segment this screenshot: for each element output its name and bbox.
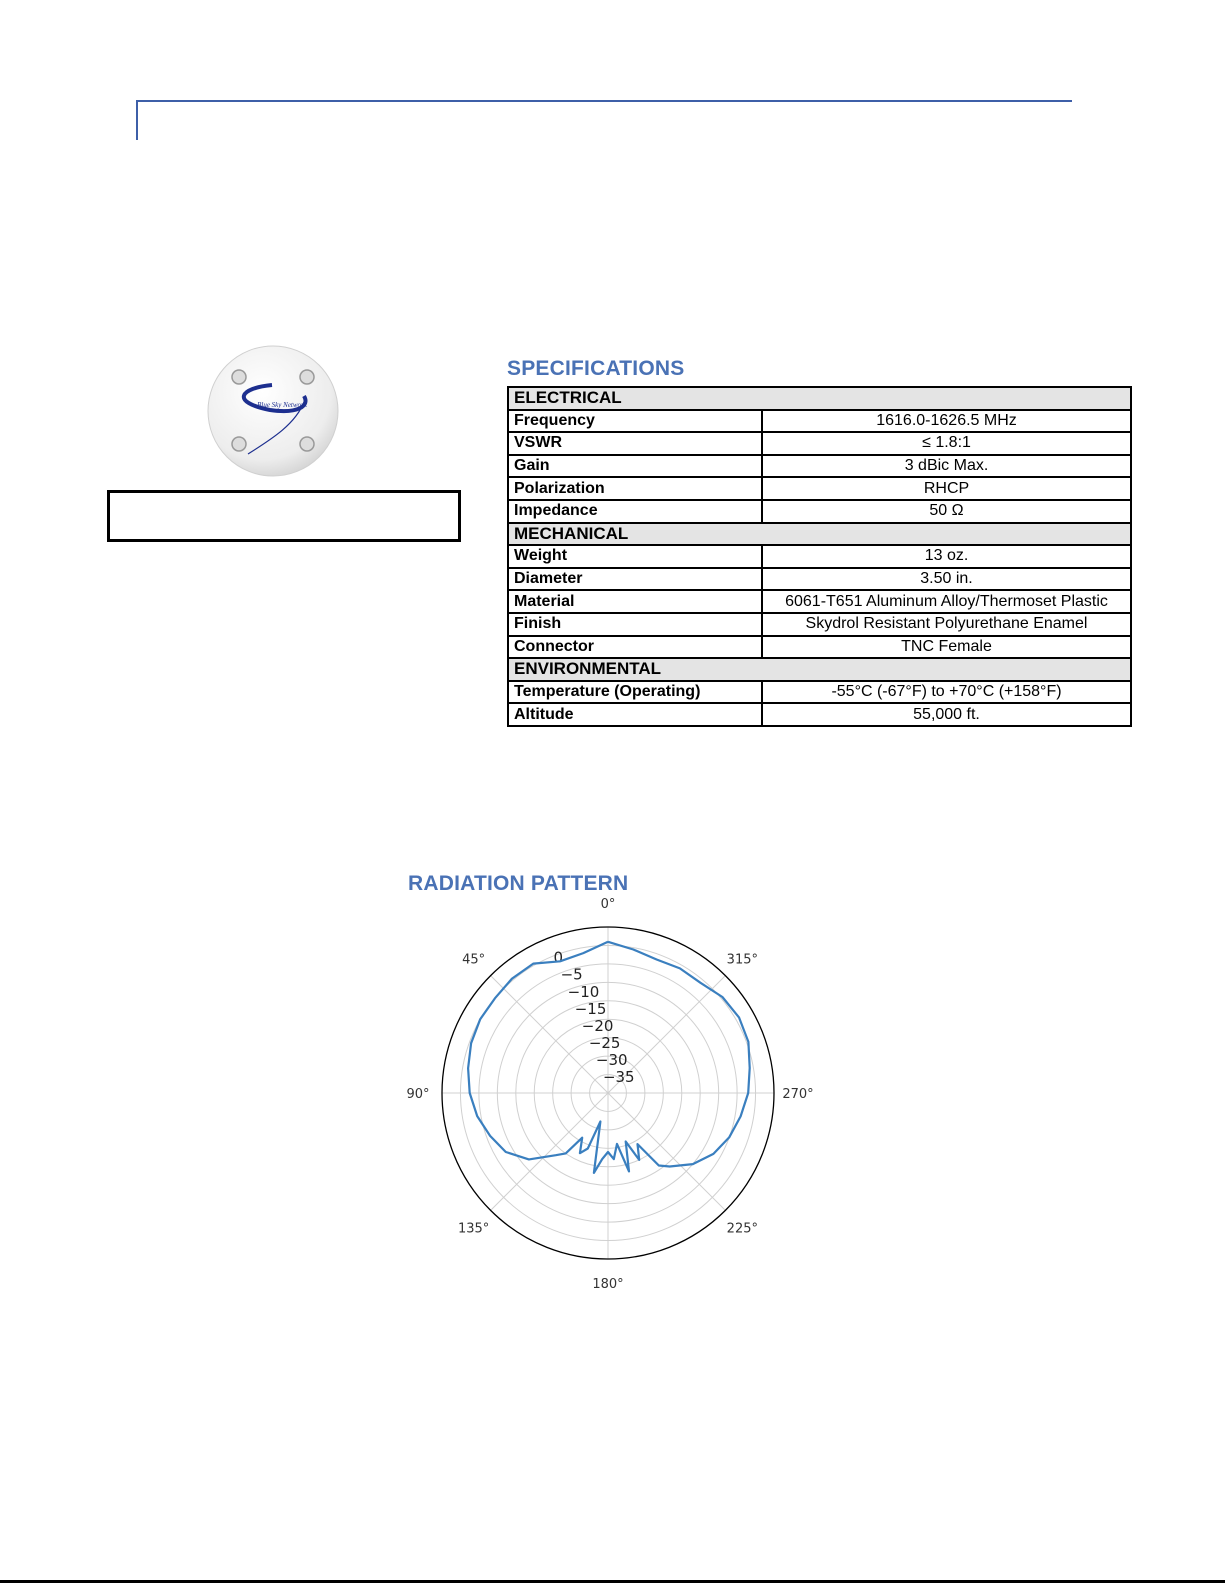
spec-value: RHCP <box>762 477 1131 500</box>
radial-tick-label: −30 <box>595 1050 628 1069</box>
angular-gridline <box>608 1093 725 1210</box>
angle-tick-label: 180° <box>592 1277 624 1292</box>
radial-tick-label: −20 <box>581 1016 614 1035</box>
spec-value: ≤ 1.8:1 <box>762 432 1131 455</box>
header-corner-tick <box>136 100 138 140</box>
radial-tick-label: 0 <box>553 948 564 967</box>
section-header-row <box>508 387 1131 410</box>
radial-tick-label: −35 <box>602 1067 635 1086</box>
spec-label: Polarization <box>508 477 762 500</box>
spec-value: 3 dBic Max. <box>762 455 1131 478</box>
radial-tick-label: −10 <box>567 982 600 1001</box>
angle-tick-label: 45° <box>462 952 486 968</box>
spec-label: Gain <box>508 455 762 478</box>
spec-value: 1616.0-1626.5 MHz <box>762 410 1131 433</box>
radial-tick-label: −15 <box>574 999 607 1018</box>
specifications-table <box>507 386 1132 727</box>
table-row <box>508 545 1131 568</box>
spec-label: Diameter <box>508 568 762 591</box>
spec-value: 50 Ω <box>762 500 1131 523</box>
header-rule <box>136 100 1072 102</box>
angle-tick-label: 90° <box>406 1087 430 1102</box>
angle-tick-label: 225° <box>726 1221 759 1237</box>
spec-value: TNC Female <box>762 636 1131 659</box>
table-row <box>508 590 1131 613</box>
section-header: ENVIRONMENTAL <box>508 658 1131 681</box>
table-row <box>508 410 1131 433</box>
table-row <box>508 477 1131 500</box>
table-row <box>508 455 1131 478</box>
section-header-row <box>508 658 1131 681</box>
spec-label: Frequency <box>508 410 762 433</box>
spec-label: VSWR <box>508 432 762 455</box>
angle-tick-label: 135° <box>457 1221 490 1237</box>
antenna-product-image <box>200 340 350 482</box>
spec-value: -55°C (-67°F) to +70°C (+158°F) <box>762 681 1131 704</box>
svg-text:Blue Sky Network: Blue Sky Network <box>257 401 307 409</box>
radial-tick-label: −25 <box>588 1033 621 1052</box>
angle-tick-label: 270° <box>782 1087 814 1102</box>
spec-value: 6061-T651 Aluminum Alloy/Thermoset Plastic <box>762 590 1131 613</box>
spec-value: 3.50 in. <box>762 568 1131 591</box>
table-row <box>508 636 1131 659</box>
section-header: ELECTRICAL <box>508 387 1131 410</box>
table-row <box>508 703 1131 726</box>
angle-tick-label: 315° <box>726 952 759 968</box>
angle-tick-label: 0° <box>600 897 616 912</box>
table-row <box>508 432 1131 455</box>
section-header-row <box>508 523 1131 546</box>
footer-rule <box>0 1580 1225 1583</box>
spec-label: Impedance <box>508 500 762 523</box>
section-header: MECHANICAL <box>508 523 1131 546</box>
radial-tick-label: −5 <box>560 965 583 984</box>
table-row <box>508 681 1131 704</box>
spec-label: Altitude <box>508 703 762 726</box>
spec-label: Material <box>508 590 762 613</box>
spec-value: 55,000 ft. <box>762 703 1131 726</box>
spec-label: Finish <box>508 613 762 636</box>
radiation-pattern-title: RADIATION PATTERN <box>408 872 629 895</box>
table-row <box>508 500 1131 523</box>
table-row <box>508 568 1131 591</box>
image-caption-box <box>107 490 461 542</box>
spec-value: 13 oz. <box>762 545 1131 568</box>
spec-label: Temperature (Operating) <box>508 681 762 704</box>
table-row <box>508 613 1131 636</box>
radiation-pattern-chart <box>400 893 820 1293</box>
spec-label: Connector <box>508 636 762 659</box>
specifications-title: SPECIFICATIONS <box>507 357 685 380</box>
spec-value: Skydrol Resistant Polyurethane Enamel <box>762 613 1131 636</box>
spec-label: Weight <box>508 545 762 568</box>
